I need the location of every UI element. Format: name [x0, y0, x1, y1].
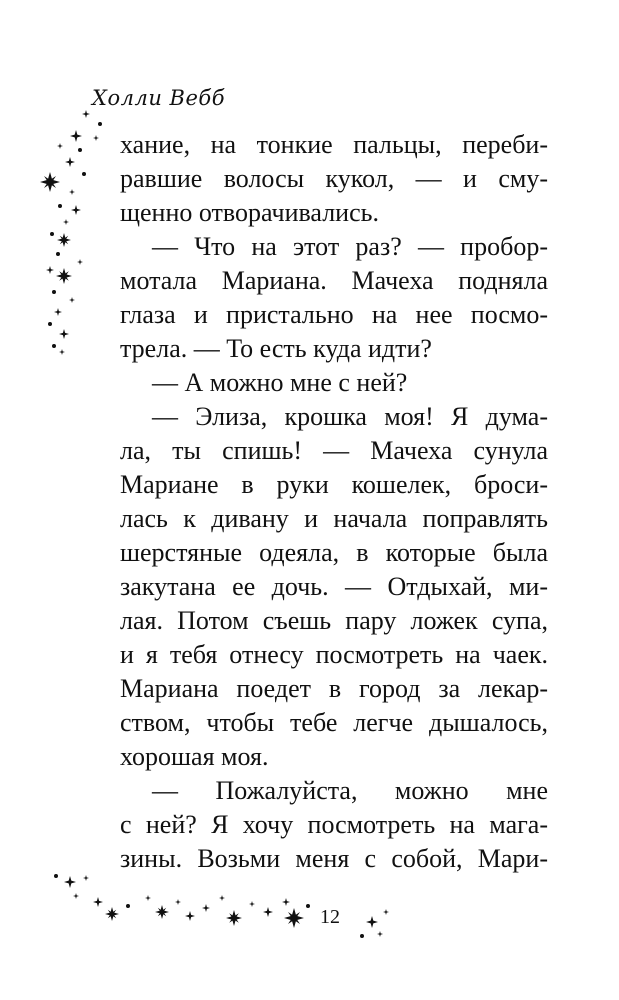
- sparkle-star-icon: [56, 268, 72, 284]
- text-line: хание, на тонкие пальцы, переби-: [120, 130, 548, 159]
- text-line: шерстяные одеяла, в которые была: [120, 538, 548, 567]
- text-line: с ней? Я хочу посмотреть на мага-: [120, 810, 548, 839]
- sparkle-star-icon: [70, 130, 82, 142]
- sparkle-star-icon: [77, 259, 83, 265]
- sparkle-star-icon: [78, 148, 82, 152]
- sparkle-star-icon: [306, 904, 310, 908]
- sparkle-star-icon: [175, 899, 181, 905]
- sparkle-star-icon: [46, 266, 54, 274]
- sparkle-star-icon: [219, 895, 225, 901]
- sparkle-star-icon: [185, 911, 195, 921]
- text-line: ла, ты спишь! — Мачеха сунула: [120, 436, 548, 465]
- sparkle-star-icon: [73, 893, 79, 899]
- sparkle-star-icon: [377, 931, 383, 937]
- text-line: — Что на этот раз? — пробор-: [152, 232, 548, 261]
- sparkle-star-icon: [82, 110, 90, 118]
- sparkle-star-icon: [383, 909, 389, 915]
- sparkle-star-icon: [105, 907, 119, 921]
- text-line: — Элиза, крошка моя! Я дума-: [152, 402, 548, 431]
- sparkle-star-icon: [360, 934, 364, 938]
- body-text: [120, 128, 548, 876]
- sparkle-star-icon: [263, 907, 273, 917]
- page-number: 12: [320, 906, 340, 928]
- sparkle-star-icon: [48, 322, 52, 326]
- text-line: щенно отворачивались.: [120, 198, 379, 227]
- sparkle-star-icon: [54, 874, 58, 878]
- sparkle-star-icon: [155, 905, 169, 919]
- text-line: хорошая моя.: [120, 742, 269, 771]
- sparkle-star-icon: [69, 189, 75, 195]
- sparkle-star-icon: [202, 904, 210, 912]
- text-line: лась к дивану и начала поправлять: [120, 504, 548, 533]
- sparkle-star-icon: [52, 290, 56, 294]
- text-line: мотала Мариана. Мачеха подняла: [120, 266, 548, 295]
- sparkle-star-icon: [249, 901, 255, 907]
- sparkle-star-icon: [93, 135, 99, 141]
- text-line: закутана ее дочь. — Отдыхай, ми-: [120, 572, 548, 601]
- text-line: — Пожалуйста, можно мне: [152, 776, 548, 805]
- sparkle-star-icon: [58, 204, 62, 208]
- text-line: трела. — То есть куда идти?: [120, 334, 432, 363]
- sparkle-star-icon: [54, 308, 62, 316]
- sparkle-star-icon: [65, 157, 75, 167]
- sparkle-star-icon: [57, 233, 71, 247]
- sparkle-star-icon: [226, 910, 242, 926]
- sparkle-star-icon: [126, 904, 130, 908]
- sparkle-star-icon: [83, 875, 89, 881]
- sparkle-star-icon: [98, 122, 102, 126]
- text-line: Мариана поедет в город за лекар-: [120, 674, 548, 703]
- sparkle-star-icon: [145, 895, 151, 901]
- sparkle-star-icon: [282, 898, 290, 906]
- text-line: глаза и пристально на нее посмо-: [120, 300, 548, 329]
- sparkle-star-icon: [50, 232, 54, 236]
- sparkle-star-icon: [69, 297, 75, 303]
- sparkle-star-icon: [59, 329, 69, 339]
- sparkle-star-icon: [56, 252, 60, 256]
- text-line: Мариане в руки кошелек, броси-: [120, 470, 548, 499]
- sparkle-star-icon: [93, 897, 103, 907]
- running-head: Холли Вебб: [92, 86, 226, 110]
- sparkle-star-icon: [64, 876, 76, 888]
- sparkle-star-icon: [63, 219, 69, 225]
- sparkle-star-icon: [40, 172, 60, 192]
- sparkle-star-icon: [52, 344, 56, 348]
- sparkle-star-icon: [366, 916, 378, 928]
- text-line: равшие волосы кукол, — и сму-: [120, 164, 548, 193]
- text-line: и я тебя отнесу посмотреть на чаек.: [120, 640, 548, 669]
- sparkle-star-icon: [57, 143, 63, 149]
- sparkle-star-icon: [284, 908, 304, 928]
- text-line: — А можно мне с ней?: [152, 368, 408, 397]
- sparkle-star-icon: [82, 172, 86, 176]
- sparkle-star-icon: [59, 349, 65, 355]
- sparkle-star-icon: [71, 205, 81, 215]
- text-line: лая. Потом съешь пару ложек супа,: [120, 606, 548, 635]
- text-line: ством, чтобы тебе легче дышалось,: [120, 708, 548, 737]
- text-line: зины. Возьми меня с собой, Мари-: [120, 844, 548, 873]
